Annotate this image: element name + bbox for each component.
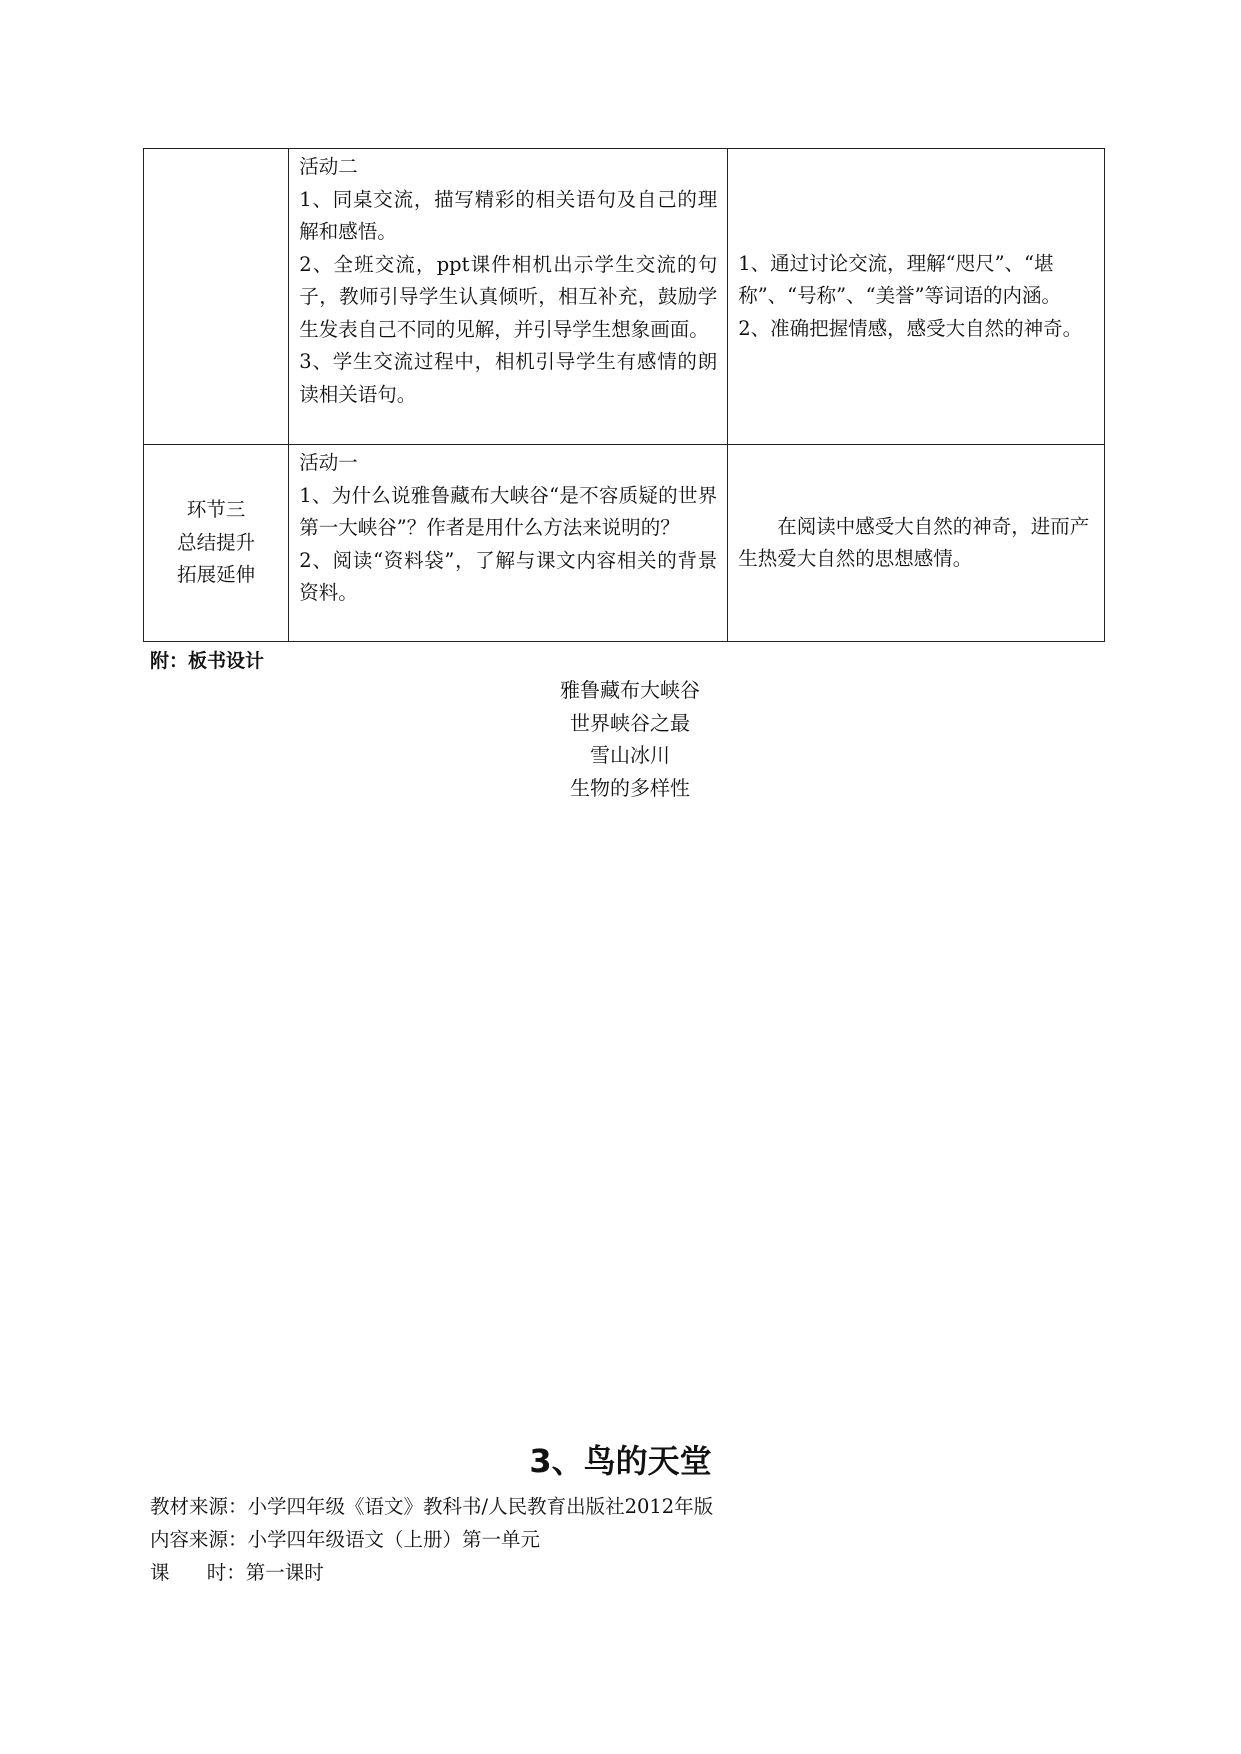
activity-cell [289,445,728,642]
meta-line: 教材来源：小学四年级《语文》教科书/人民教育出版社2012年版 [150,1495,714,1518]
lesson-title: 3、鸟的天堂 [529,1442,712,1480]
activity-heading: 活动一 [299,451,358,474]
activity-step: 3、学生交流过程中，相机引导学生有感情的朗读相关语句。 [299,350,718,406]
activity-step: 1、同桌交流，描写精彩的相关语句及自己的理解和感悟。 [299,187,718,243]
lesson-meta [150,1490,713,1589]
stage-cell [144,149,289,445]
table-row [144,445,1105,642]
board-line: 雅鲁藏布大峡谷 [560,678,700,702]
activity-step: 1、为什么说雅鲁藏布大峡谷“是不容质疑的世界第一大峡谷”？作者是用什么方法来说明的？ [299,483,718,539]
goal-cell [728,149,1105,445]
meta-line: 课 时：第一课时 [150,1561,324,1584]
activity-heading: 活动二 [299,155,358,178]
board-line: 世界峡谷之最 [570,710,690,735]
goal-item: 在阅读中感受大自然的神奇，进而产生热爱大自然的思想感情。 [738,514,1090,570]
stage-label: 环节三 [186,498,246,522]
board-line: 生物的多样性 [570,775,690,800]
stage-cell [144,445,289,642]
activity-step: 2、全班交流，ppt课件相机出示学生交流的句子，教师引导学生认真倾听，相互补充，鼓励学生发表自己不同的见解，并引导学生想象画面。 [299,252,718,341]
lesson-plan-table [143,148,1105,642]
activity-step: 2、阅读“资料袋”，了解与课文内容相关的背景资料。 [299,548,718,604]
goal-item: 1、通过讨论交流，理解“咫尺”、“堪称”、“号称”、“美誉”等词语的内涵。 [738,251,1062,308]
board-design [430,674,830,804]
goal-item: 2、准确把握情感，感受大自然的神奇。 [738,316,1083,340]
appendix-title: 附：板书设计 [150,650,265,672]
activity-cell [289,149,728,445]
stage-label: 总结提升 [177,530,256,554]
table-row [144,149,1105,445]
goal-cell [728,445,1105,642]
meta-line: 内容来源：小学四年级语文（上册）第一单元 [150,1528,541,1551]
stage-label: 拓展延伸 [177,563,256,587]
board-line: 雪山冰川 [590,743,670,767]
